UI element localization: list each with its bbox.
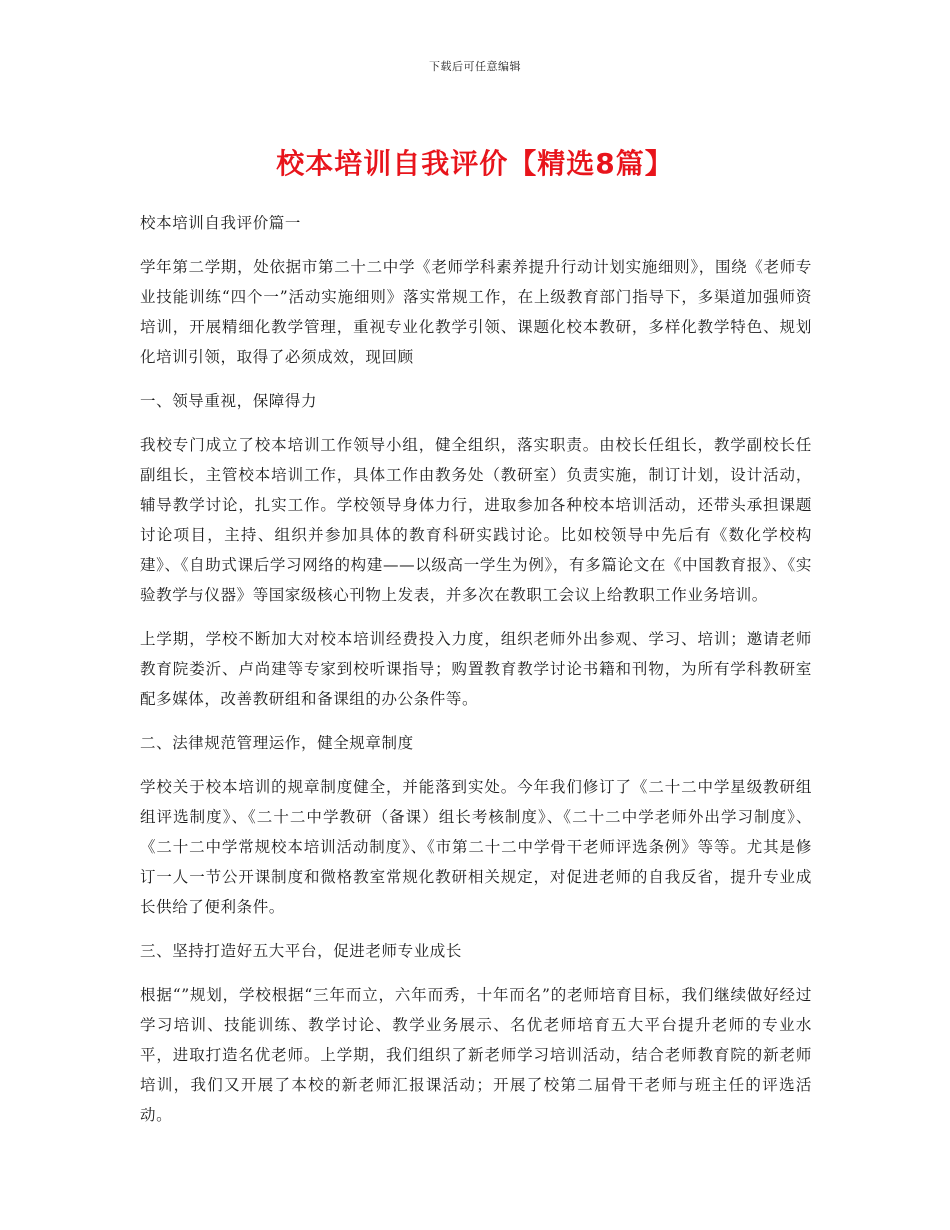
- section-heading-2: 二、法律规范管理运作，健全规章制度: [140, 734, 414, 752]
- body-paragraph-leadership: 我校专门成立了校本培训工作领导小组，健全组织，落实职责。由校长任组长，教学副校长任副组长，主管校本培训工作，具体工作由教务处（教研室）负责实施，制订计划，设计活动，辅导教学讨论，扎实工作。学校领导身体力行，进取参加各种校本培训活动，还带头承担课题讨论项目，主持、组织并参加具体的教育科研实践讨论。比如校领导中先后有《数化学校构建》、《自助式课后学习网络的构建——以级高一学生为例》，有多篇论文在《中国教育报》、《实验教学与仪器》等国家级核心刊物上发表，并多次在教职工会议上给教职工作业务培训。: [140, 436, 812, 604]
- section-heading-1: 一、领导重视，保障得力: [140, 392, 318, 410]
- section-label-part-one: 校本培训自我评价篇一: [140, 214, 302, 232]
- intro-paragraph: 学年第二学期，处依据市第二十二中学《老师学科素养提升行动计划实施细则》，围绕《老师专业技能训练“四个一”活动实施细则》落实常规工作，在上级教育部门指导下，多渠道加强师资培训，开展精细化教学管理，重视专业化教学引领、课题化校本教研，多样化教学特色、规划化培训引领，取得了必须成效，现回顾: [140, 258, 812, 366]
- body-paragraph-funding: 上学期，学校不断加大对校本培训经费投入力度，组织老师外出参观、学习、培训；邀请老师教育院娄沂、卢尚建等专家到校听课指导；购置教育教学讨论书籍和刊物，为所有学科教研室配多媒体，改善教研组和备课组的办公条件等。: [140, 630, 812, 708]
- document-title: 校本培训自我评价【精选8篇】: [276, 147, 674, 180]
- header-note: 下载后可任意编辑: [429, 60, 521, 73]
- document-body: [140, 208, 812, 1144]
- body-paragraph-platforms: 根据“”规划，学校根据“三年而立，六年而秀，十年而名”的老师培育目标，我们继续做好经过学习培训、技能训练、教学讨论、教学业务展示、名优老师培育五大平台提升老师的专业水平，进取打造名优老师。上学期，我们组织了新老师学习培训活动，结合老师教育院的新老师培训，我们又开展了本校的新老师汇报课活动；开展了校第二届骨干老师与班主任的评选活动。: [140, 986, 812, 1124]
- body-paragraph-regulations: 学校关于校本培训的规章制度健全，并能落到实处。今年我们修订了《二十二中学星级教研组组评选制度》、《二十二中学教研（备课）组长考核制度》、《二十二中学老师外出学习制度》、《二十二中学常规校本培训活动制度》、《市第二十二中学骨干老师评选条例》等等。尤其是修订一人一节公开课制度和微格教室常规化教研相关规定，对促进老师的自我反省，提升专业成长供给了便利条件。: [140, 778, 812, 916]
- section-heading-3: 三、坚持打造好五大平台，促进老师专业成长: [140, 942, 463, 960]
